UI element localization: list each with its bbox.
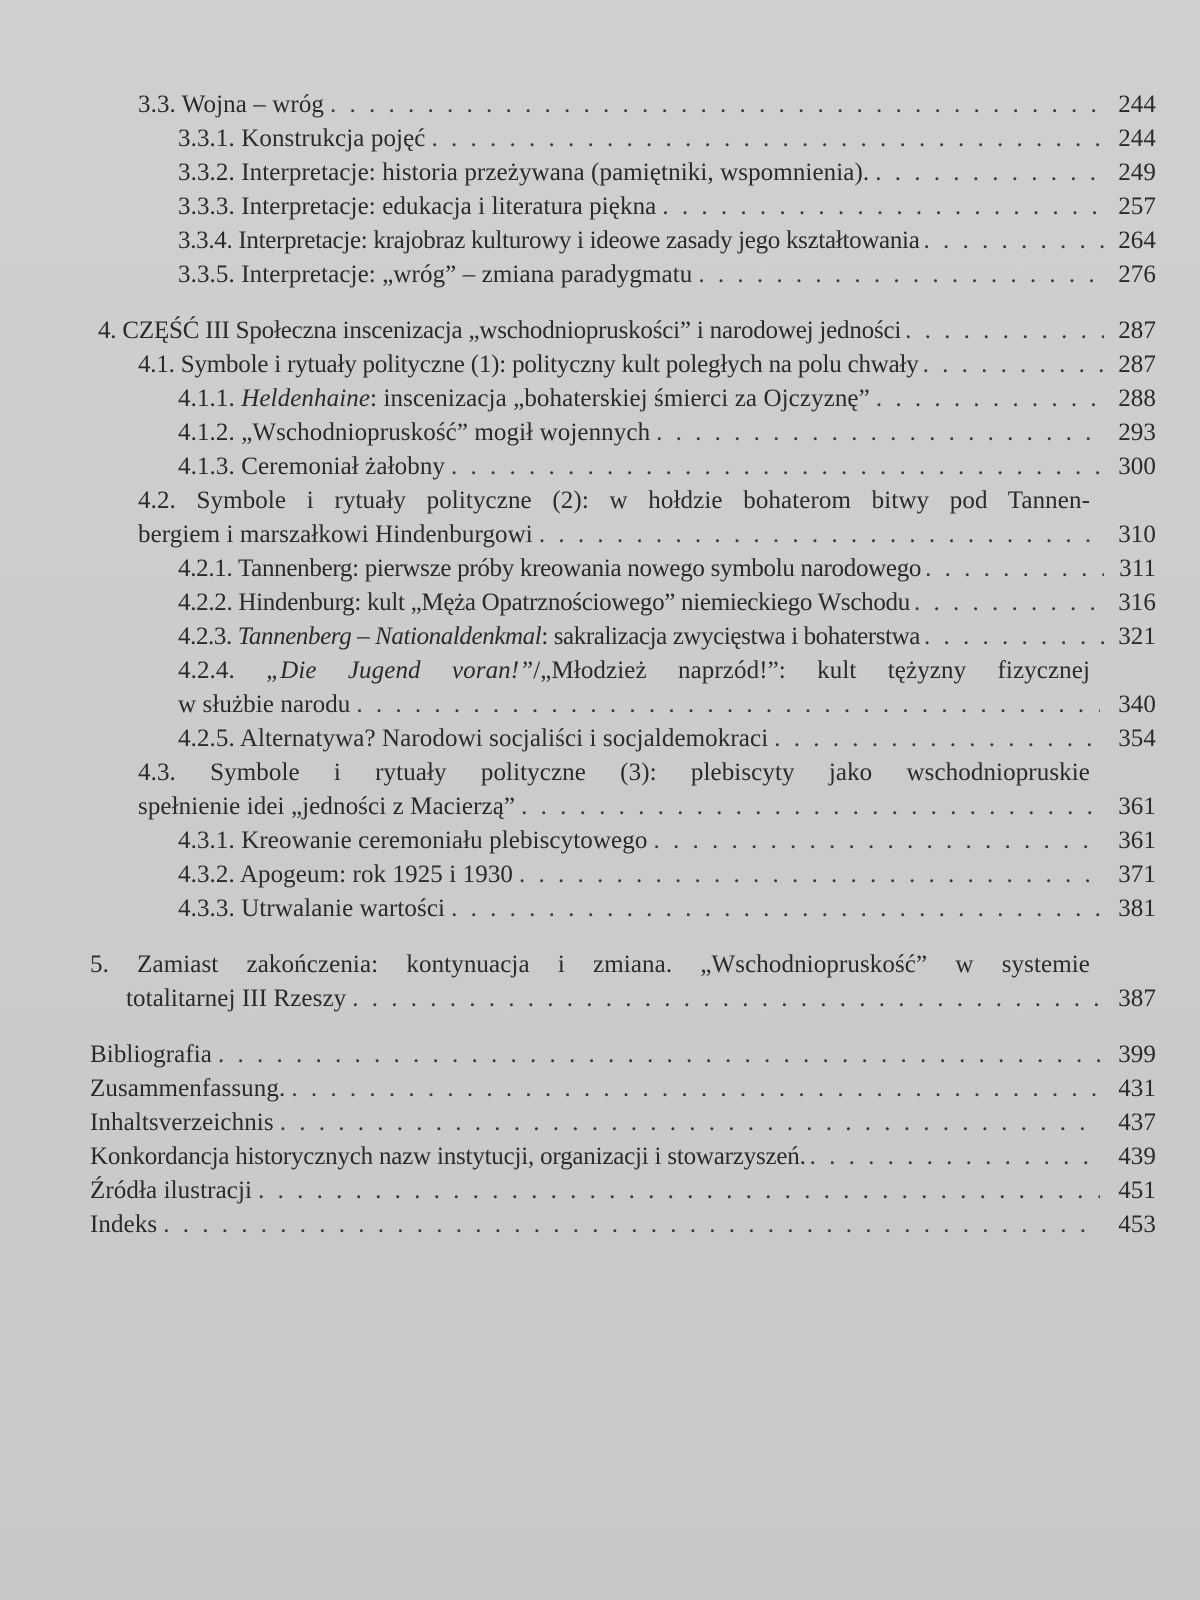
toc-page-number: 244 (1118, 91, 1156, 118)
dot-leader (656, 416, 1100, 450)
toc-entry-title: Konkordancja historycznych nazw instytucji, organizacji i stowarzyszeń. (90, 1143, 806, 1170)
dot-leader (356, 688, 1100, 722)
toc-entry (90, 382, 1156, 416)
toc-page-number: 399 (1118, 1041, 1156, 1068)
toc-entry (90, 892, 1156, 926)
dot-leader (905, 314, 1104, 348)
dot-leader (653, 824, 1100, 858)
dot-leader (280, 1106, 1100, 1140)
toc-entry-title-line1: 5. Zamiast zakończenia: kontynuacja i zmiana. „Wschodniopruskość” w systemie (90, 951, 1090, 978)
toc-entry (90, 88, 1156, 122)
toc-entry-title: 3.3.1. Konstrukcja pojęć (178, 125, 426, 152)
toc-entry (90, 654, 1156, 722)
toc-page-number: 387 (1118, 985, 1156, 1012)
toc-page-number: 340 (1118, 691, 1156, 718)
toc-entry-title-line1: 4.3. Symbole i rytuały polityczne (3): plebiscyty jako wschodniopruskie (138, 759, 1090, 786)
toc-entry (90, 824, 1156, 858)
toc-entry-title: 3.3.2. Interpretacje: historia przeżywana (pamiętniki, wspomnienia). (178, 159, 870, 186)
toc-entry-title: w służbie narodu (178, 691, 351, 718)
dot-leader (923, 348, 1104, 382)
toc-page-number: 431 (1118, 1075, 1156, 1102)
toc-page-number: 371 (1118, 861, 1156, 888)
toc-entry (90, 156, 1156, 190)
toc-entry (90, 224, 1156, 258)
toc-entry (90, 450, 1156, 484)
toc-entry-title: 4.2.2. Hindenburg: kult „Męża Opatrznościowego” niemieckiego Wschodu (178, 589, 910, 616)
dot-leader (774, 722, 1100, 756)
toc-entry (90, 416, 1156, 450)
spacer (90, 292, 1156, 314)
toc-entry-backmatter (90, 1174, 1156, 1208)
toc-entry-title: 4.2.1. Tannenberg: pierwsze próby kreowania nowego symbolu narodowego (178, 555, 922, 582)
toc-page-number: 300 (1118, 453, 1156, 480)
toc-entry-title: 4.1.3. Ceremoniał żałobny (178, 453, 446, 480)
toc-entry (90, 858, 1156, 892)
toc-entry-rest: : sakralizacja zwycięstwa i bohaterstwa (541, 623, 920, 650)
dot-leader (924, 224, 1105, 258)
toc-entry-title: bergiem i marszałkowi Hindenburgowi (138, 521, 533, 548)
toc-page-number: 249 (1118, 159, 1156, 186)
toc-entry (90, 190, 1156, 224)
toc-entry-title: totalitarnej III Rzeszy (126, 985, 347, 1012)
dot-leader (451, 450, 1100, 484)
toc-entry-number: 4.1.1. (178, 385, 242, 412)
toc-entry-title: Bibliografia (90, 1041, 213, 1068)
toc-entry-italic: Heldenhaine (241, 385, 371, 412)
toc-entry (90, 620, 1156, 654)
dot-leader (431, 122, 1100, 156)
toc-entry-title: Indeks (90, 1211, 158, 1238)
toc-entry-title: 4.2.5. Alternatywa? Narodowi socjaliści i socjaldemokraci (178, 725, 769, 752)
toc-entry-chapter (90, 948, 1156, 1016)
toc-page-number: 264 (1118, 227, 1156, 254)
toc-entry-title: 4.1. Symbole i rytuały polityczne (1): polityczny kult poległych na polu chwały (138, 351, 919, 378)
toc-entry (90, 586, 1156, 620)
toc-entry-number: 4.2.4. (178, 657, 267, 684)
dot-leader (924, 620, 1104, 654)
toc-entry (90, 258, 1156, 292)
toc-page-number: 288 (1118, 385, 1156, 412)
dot-leader (258, 1174, 1100, 1208)
toc-page-number: 287 (1118, 317, 1156, 344)
toc-entry-number: 4.2.3. (178, 623, 238, 650)
toc-entry-title: 3.3.4. Interpretacje: krajobraz kulturowy i ideowe zasady jego kształtowania (178, 227, 920, 254)
toc-entry (90, 484, 1156, 552)
toc-page-number: 321 (1118, 623, 1156, 650)
dot-leader (539, 518, 1100, 552)
toc-page-number: 451 (1118, 1177, 1156, 1204)
toc-entry-backmatter (90, 1106, 1156, 1140)
toc-page-number: 316 (1118, 589, 1156, 616)
toc-page-number: 287 (1118, 351, 1156, 378)
toc-page-number: 381 (1118, 895, 1156, 922)
toc-entry-title: 3.3.5. Interpretacje: „wróg” – zmiana paradygmatu (178, 261, 693, 288)
toc-entry-backmatter (90, 1208, 1156, 1242)
toc-page-number: 361 (1118, 793, 1156, 820)
toc-entry (90, 552, 1156, 586)
toc-entry (90, 122, 1156, 156)
toc-entry-rest: /„Młodzież naprzód!”: kult tężyzny fizycznej (533, 657, 1090, 684)
spacer (90, 1016, 1156, 1038)
toc-entry-title (178, 620, 920, 654)
toc-entry (90, 348, 1156, 382)
dot-leader (698, 258, 1100, 292)
toc-page-number: 439 (1118, 1143, 1156, 1170)
toc-entry-part (90, 314, 1156, 348)
dot-leader (352, 982, 1100, 1016)
dot-leader (810, 1140, 1104, 1174)
toc-entry-title-line1: 4.2. Symbole i rytuały polityczne (2): w hołdzie bohaterom bitwy pod Tannen- (138, 487, 1090, 514)
toc-entry-title: 3.3.3. Interpretacje: edukacja i literatura piękna (178, 193, 657, 220)
toc-page-number: 437 (1118, 1109, 1156, 1136)
toc-entry-title: Źródła ilustracji (90, 1177, 253, 1204)
toc-entry-title: Inhaltsverzeichnis (90, 1109, 274, 1136)
toc-page-number: 257 (1118, 193, 1156, 220)
dot-leader (163, 1208, 1100, 1242)
dot-leader (519, 858, 1100, 892)
toc-entry-title: 4.3.1. Kreowanie ceremoniału plebiscytowego (178, 827, 648, 854)
toc-entry-title: Zusammenfassung. (90, 1075, 286, 1102)
spacer (90, 926, 1156, 948)
toc-entry-backmatter (90, 1072, 1156, 1106)
dot-leader (330, 88, 1100, 122)
toc-entry-title (178, 382, 870, 416)
toc-entry-title: 4.3.2. Apogeum: rok 1925 i 1930 (178, 861, 514, 888)
table-of-contents (90, 88, 1156, 1242)
toc-entry-title: 3.3. Wojna – wróg (138, 91, 325, 118)
toc-entry (90, 756, 1156, 824)
toc-page-number: 276 (1118, 261, 1156, 288)
dot-leader (876, 382, 1100, 416)
toc-page-number: 310 (1118, 521, 1156, 548)
toc-page-number: 361 (1118, 827, 1156, 854)
dot-leader (662, 190, 1100, 224)
toc-entry-title: 4.3.3. Utrwalanie wartości (178, 895, 446, 922)
dot-leader (914, 586, 1104, 620)
toc-entry-title: 4. CZĘŚĆ III Społeczna inscenizacja „wschodniopruskości” i narodowej jedności (98, 317, 902, 344)
dot-leader (291, 1072, 1100, 1106)
toc-entry-italic: Tannenberg – Nationaldenkmal (237, 623, 542, 650)
dot-leader (451, 892, 1100, 926)
toc-page-number: 453 (1118, 1211, 1156, 1238)
dot-leader (218, 1038, 1100, 1072)
toc-entry-title-line1 (178, 654, 1156, 688)
toc-entry-rest: : inscenizacja „bohaterskiej śmierci za Ojczyznę” (370, 385, 870, 412)
dot-leader (875, 156, 1100, 190)
toc-entry (90, 722, 1156, 756)
dot-leader (521, 790, 1100, 824)
toc-entry-backmatter (90, 1140, 1156, 1174)
toc-page-number: 244 (1118, 125, 1156, 152)
toc-page-number: 293 (1118, 419, 1156, 446)
dot-leader (925, 552, 1104, 586)
toc-entry-title: 4.1.2. „Wschodniopruskość” mogił wojennych (178, 419, 651, 446)
toc-entry-title: spełnienie idei „jedności z Macierzą” (138, 793, 516, 820)
toc-entry-backmatter (90, 1038, 1156, 1072)
toc-entry-italic: „Die Jugend voran!” (266, 657, 534, 684)
toc-page-number: 354 (1118, 725, 1156, 752)
toc-page-number: 311 (1119, 555, 1156, 582)
